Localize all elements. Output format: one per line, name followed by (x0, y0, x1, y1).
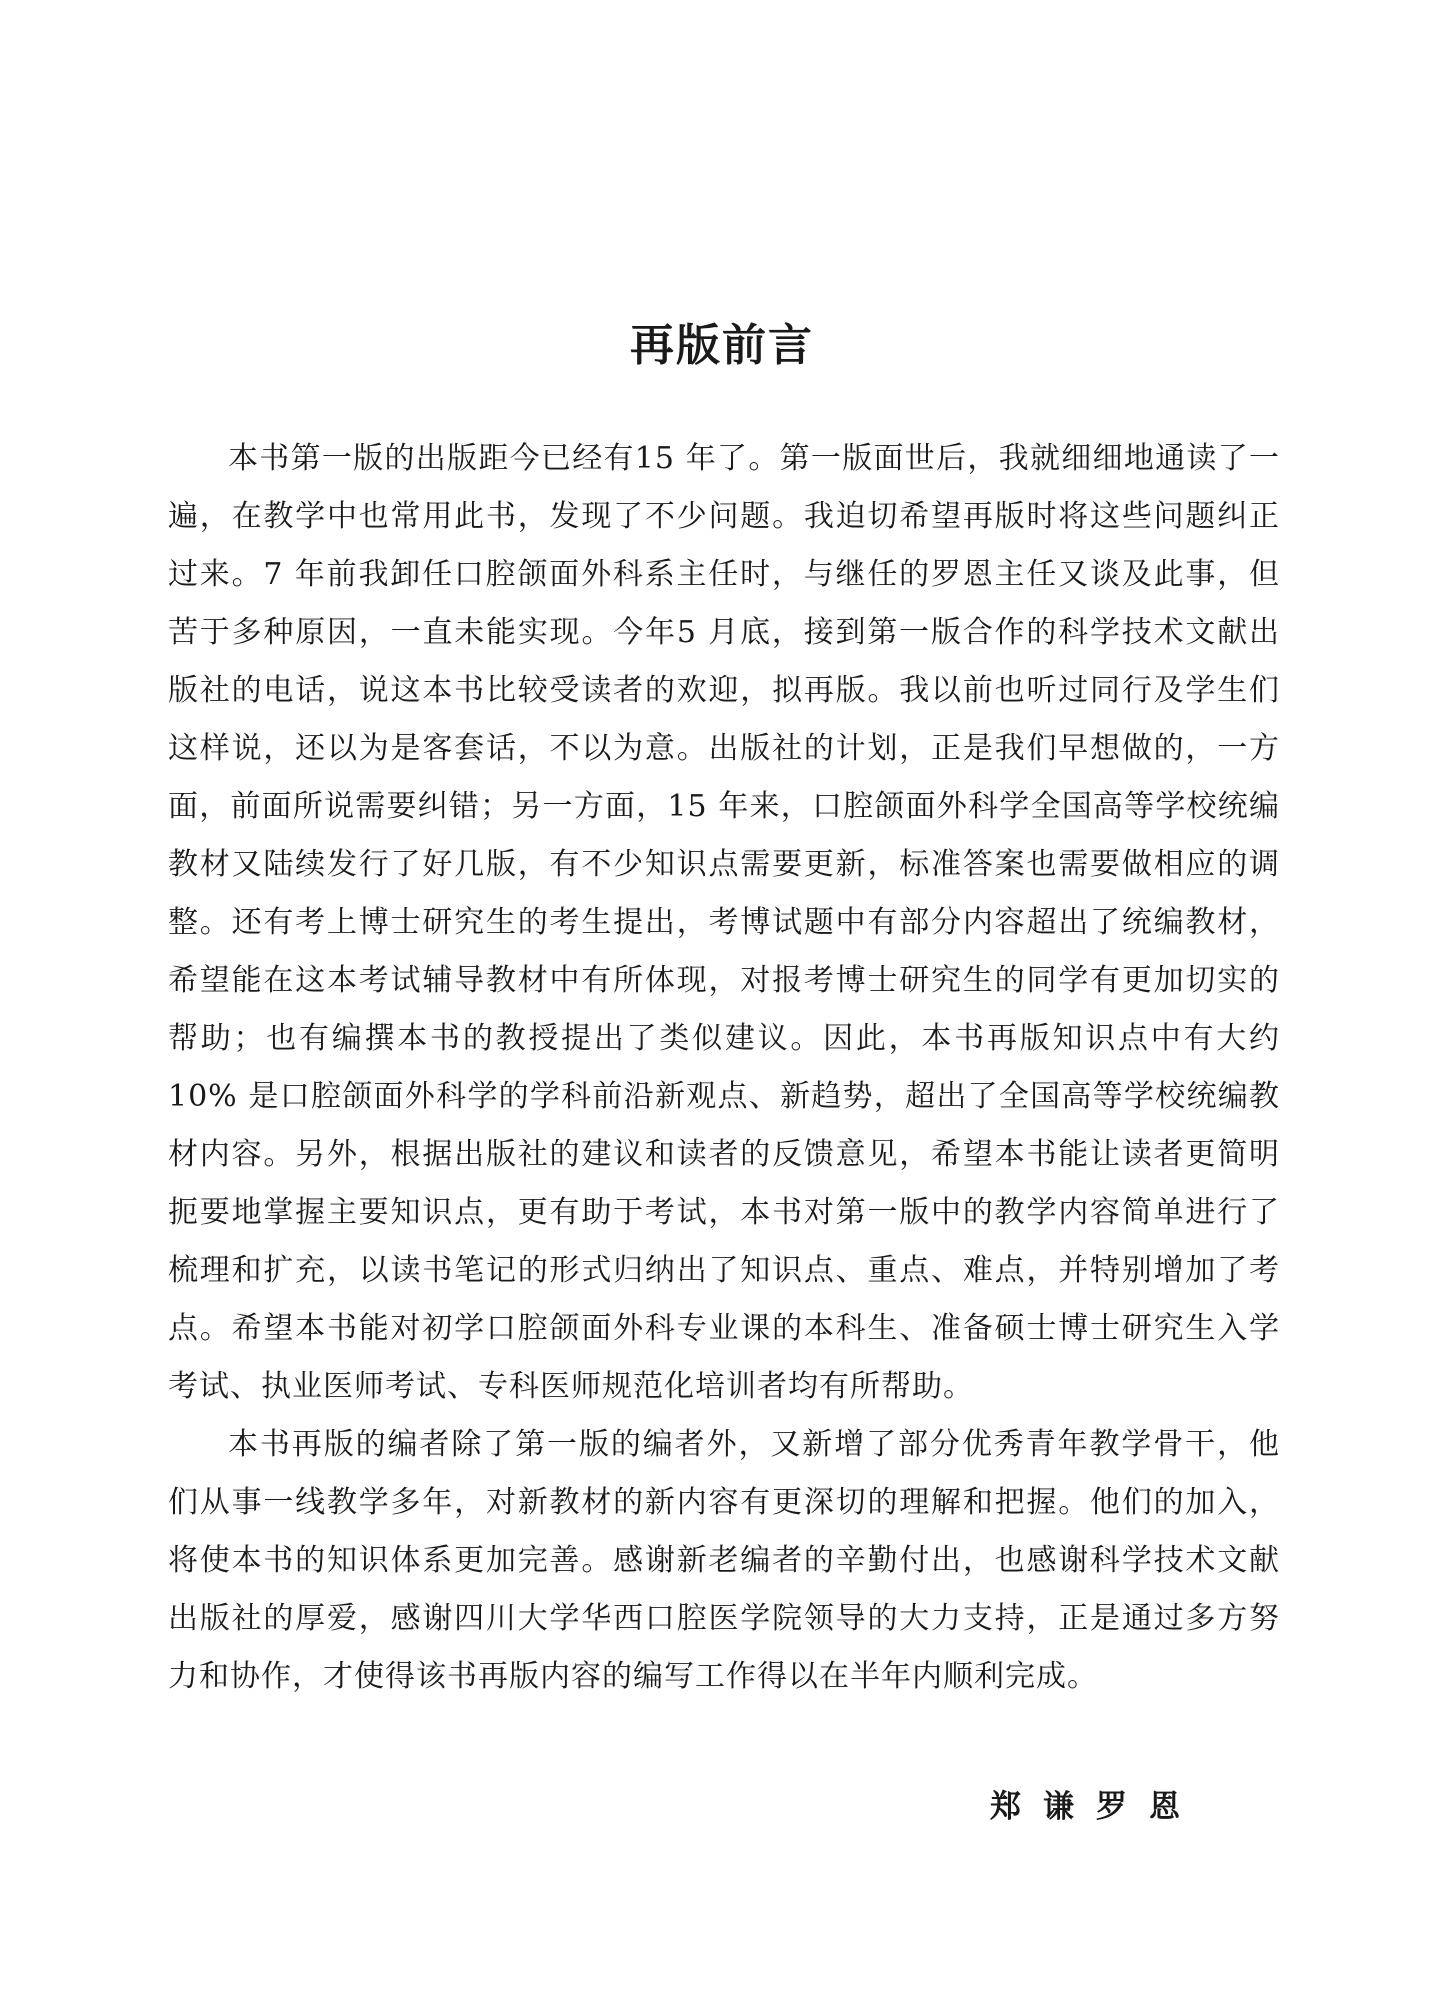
preface-body (168, 430, 1280, 1706)
page-title: 再版前言 (630, 320, 814, 371)
author-signature: 郑谦罗恩 (990, 1789, 1202, 1825)
paragraph-2: 本书再版的编者除了第一版的编者外，又新增了部分优秀青年教学骨干，他们从事一线教学多年，对新教材的新内容有更深切的理解和把握。他们的加入，将使本书的知识体系更加完善。感谢新老编者的辛勤付出，也感谢科学技术文献出版社的厚爱，感谢四川大学华西口腔医学院领导的大力支持，正是通过多方努力和协作，才使得该书再版内容的编写工作得以在半年内顺利完成。 (168, 1427, 1280, 1694)
paragraph-1: 本书第一版的出版距今已经有15 年了。第一版面世后，我就细细地通读了一遍，在教学中也常用此书，发现了不少问题。我迫切希望再版时将这些问题纠正过来。7 年前我卸任口腔颌面外科系主任时，与继任的罗恩主任又谈及此事，但苦于多种原因，一直未能实现。今年5 月底，接到第一版合作的科学技术文献出版社的电话，说这本书比较受读者的欢迎，拟再版。我以前也听过同行及学生们这样说，还以为是客套话，不以为意。出版社的计划，正是我们早想做的，一方面，前面所说需要纠错；另一方面，15 年来，口腔颌面外科学全国高等学校统编教材又陆续发行了好几版，有不少知识点需要更新，标准答案也需要做相应的调整。还有考上博士研究生的考生提出，考博试题中有部分内容超出了统编教材，希望能在这本考试辅导教材中有所体现，对报考博士研究生的同学有更加切实的帮助；也有编撰本书的教授提出了类似建议。因此，本书再版知识点中有大约10% 是口腔颌面外科学的学科前沿新观点、新趋势，超出了全国高等学校统编教材内容。另外，根据出版社的建议和读者的反馈意见，希望本书能让读者更简明扼要地掌握主要知识点，更有助于考试，本书对第一版中的教学内容简单进行了梳理和扩充，以读书笔记的形式归纳出了知识点、重点、难点，并特别增加了考点。希望本书能对初学口腔颌面外科专业课的本科生、准备硕士博士研究生入学考试、执业医师考试、专科医师规范化培训者均有所帮助。 (168, 441, 1280, 1404)
